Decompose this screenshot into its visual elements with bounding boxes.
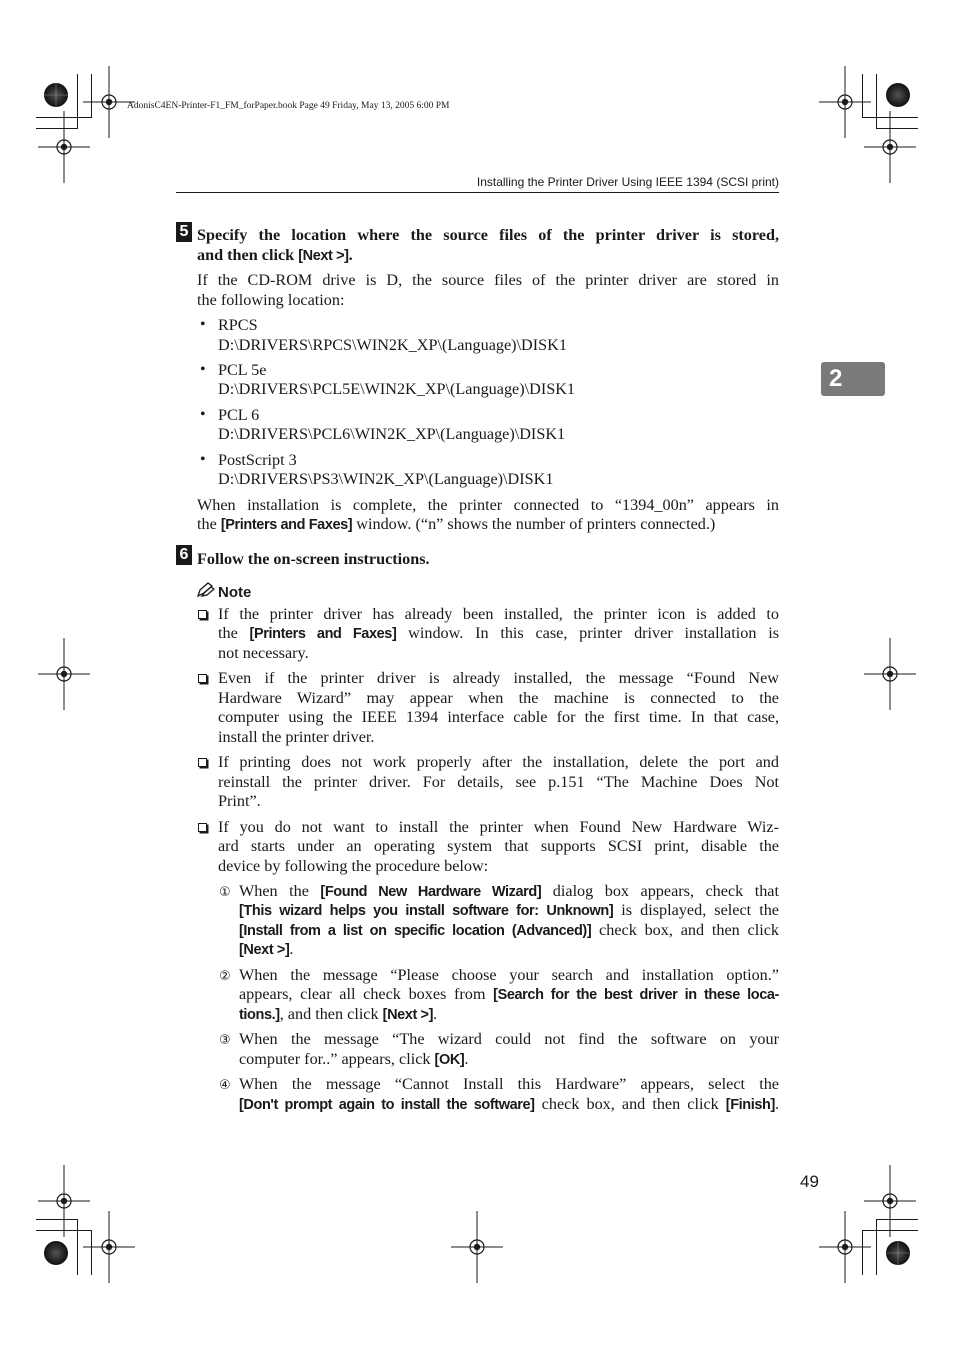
note-item-1-line2: the [Printers and Faxes] window. In this case, printer driver installation is <box>218 624 779 642</box>
step-5-icon: 5 <box>176 222 192 242</box>
list-item-name: PCL 6 <box>218 406 260 424</box>
next-button-ref: [Next >] <box>382 1007 434 1023</box>
substep-3-line1: When the message “The wizard could not find the software on your <box>239 1030 779 1048</box>
print-line: AdonisC4EN-Printer-F1_FM_forPaper.book Page 49 Friday, May 13, 2005 6:00 PM <box>127 101 450 111</box>
note-item-4-line3: device by following the procedure below: <box>218 857 489 875</box>
list-item-name: RPCS <box>218 316 258 334</box>
step-5-final-line2: the [Printers and Faxes] window. (“n” shows the number of printers connected.) <box>197 515 716 533</box>
step-number-2-icon: ② <box>219 969 231 984</box>
wizard-helps-ref: [This wizard helps you install software for: Unknown] <box>239 903 614 919</box>
step-number-3-icon: ③ <box>219 1033 231 1048</box>
chapter-tab: 2 <box>821 362 885 396</box>
list-item-path: D:\DRIVERS\RPCS\WIN2K_XP\(Language)\DISK1 <box>218 336 567 354</box>
substep-1-line1: When the [Found New Hardware Wizard] dialog box appears, check that <box>239 882 779 900</box>
next-button-ref: [Next >] <box>298 248 349 264</box>
step-5-para-line1: If the CD-ROM drive is D, the source files of the printer driver are stored in <box>197 271 779 289</box>
step-5-final-line1: When installation is complete, the printer connected to “1394_00n” appears in <box>197 496 779 514</box>
next-button-ref: [Next >] <box>239 942 290 958</box>
header-rule <box>176 192 779 193</box>
note-item-2-line1: Even if the printer driver is already installed, the message “Found New <box>218 669 779 687</box>
ok-button-ref: [OK] <box>434 1052 465 1068</box>
pencil-icon <box>196 582 216 598</box>
checkbox-icon <box>198 823 207 832</box>
list-item-name: PostScript 3 <box>218 451 297 469</box>
note-label: Note <box>218 584 252 601</box>
bullet-icon: • <box>200 406 206 423</box>
substep-2-line2: appears, clear all check boxes from [Search for the best driver in these loca- <box>239 985 779 1003</box>
substep-2-line1: When the message “Please choose your search and installation option.” <box>239 966 779 984</box>
page-number: 49 <box>800 1172 819 1191</box>
note-item-3-line3: Print”. <box>218 792 261 810</box>
note-item-2-line4: install the printer driver. <box>218 728 375 746</box>
list-item-path: D:\DRIVERS\PCL6\WIN2K_XP\(Language)\DISK1 <box>218 425 566 443</box>
note-item-2-line3: computer using the IEEE 1394 interface cable for the first time. In that case, <box>218 708 779 726</box>
step-number-1-icon: ① <box>219 885 231 900</box>
install-from-list-ref: [Install from a list on specific location (Advanced)] <box>239 923 592 939</box>
note-item-3-line2: reinstall the printer driver. For details, see p.151 “The Machine Does Not <box>218 773 779 791</box>
substep-3-line2: computer for..” appears, click [OK]. <box>239 1050 469 1068</box>
printers-and-faxes-ref: [Printers and Faxes] <box>220 517 353 533</box>
search-best-driver-ref: [Search for the best driver in these loca- <box>493 987 779 1003</box>
substep-1-line2: [This wizard helps you install software for: Unknown] is displayed, select the <box>239 901 779 919</box>
note-item-2-line2: Hardware Wizard” may appear when the machine is connected to the <box>218 689 779 707</box>
bullet-icon: • <box>200 451 206 468</box>
dont-prompt-ref: [Don't prompt again to install the software] <box>239 1097 535 1113</box>
found-new-hardware-wizard-ref: [Found New Hardware Wizard] <box>320 884 542 900</box>
step-6-title: Follow the on-screen instructions. <box>197 550 430 568</box>
checkbox-icon <box>198 758 207 767</box>
substep-4-line2: [Don't prompt again to install the software] check box, and then click [Finish]. <box>239 1095 779 1113</box>
checkbox-icon <box>198 674 207 683</box>
note-item-1-line1: If the printer driver has already been installed, the printer icon is added to <box>218 605 779 623</box>
note-item-4-line1: If you do not want to install the printer when Found New Hardware Wiz- <box>218 818 779 836</box>
bullet-icon: • <box>200 316 206 333</box>
step-number-4-icon: ④ <box>219 1078 231 1093</box>
checkbox-icon <box>198 610 207 619</box>
list-item-name: PCL 5e <box>218 361 267 379</box>
substep-4-line1: When the message “Cannot Install this Hardware” appears, select the <box>239 1075 779 1093</box>
finish-button-ref: [Finish] <box>725 1097 775 1113</box>
note-item-4-line2: ard starts under an operating system that supports SCSI print, disable the <box>218 837 779 855</box>
list-item-path: D:\DRIVERS\PS3\WIN2K_XP\(Language)\DISK1 <box>218 470 554 488</box>
list-item-path: D:\DRIVERS\PCL5E\WIN2K_XP\(Language)\DISK1 <box>218 380 575 398</box>
note-item-1-line3: not necessary. <box>218 644 309 662</box>
substep-1-line3: [Install from a list on specific location (Advanced)] check box, and then click <box>239 921 779 939</box>
bullet-icon: • <box>200 361 206 378</box>
step-6-icon: 6 <box>176 545 192 565</box>
substep-1-line4: [Next >]. <box>239 940 294 958</box>
step-5-title-line2: and then click [Next >]. <box>197 246 353 264</box>
note-item-3-line1: If printing does not work properly after the installation, delete the port and <box>218 753 779 771</box>
step-5-para-line2: the following location: <box>197 291 345 309</box>
substep-2-line3: tions.], and then click [Next >]. <box>239 1005 438 1023</box>
printers-and-faxes-ref: [Printers and Faxes] <box>249 626 397 642</box>
running-header: Installing the Printer Driver Using IEEE 1394 (SCSI print) <box>476 175 779 189</box>
step-5-title-line1: Specify the location where the source files of the printer driver is stored, <box>197 226 779 244</box>
